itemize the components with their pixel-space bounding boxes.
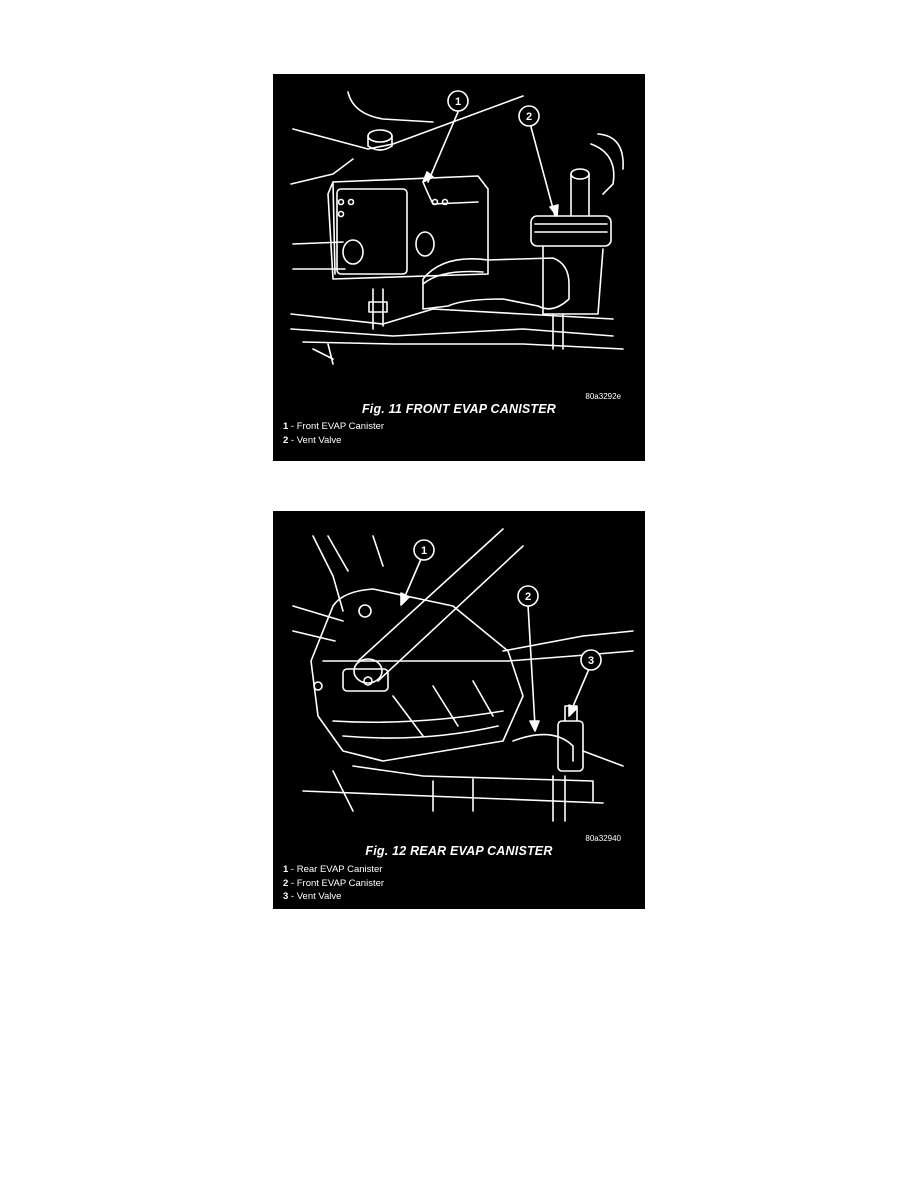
callout-2-leader xyxy=(531,127,555,216)
figure-legend xyxy=(283,420,384,447)
figure-caption: Fig. 12 REAR EVAP CANISTER xyxy=(365,844,553,858)
callout-1-label: 1 xyxy=(420,545,428,557)
figure-code: 80a3292e xyxy=(585,392,621,401)
figure-legend xyxy=(283,863,384,904)
callout-2-label: 2 xyxy=(525,111,533,123)
legend-item: 1 - Front EVAP Canister xyxy=(283,421,385,432)
figure-caption: Fig. 11 FRONT EVAP CANISTER xyxy=(361,402,557,416)
rear-evap-canister-illustration xyxy=(273,511,645,826)
callout-2-label: 2 xyxy=(524,591,532,603)
callout-3-leader xyxy=(571,669,589,711)
legend-item: 2 - Vent Valve xyxy=(283,434,342,446)
callout-2-leader xyxy=(528,605,535,726)
figure-code: 80a32940 xyxy=(585,834,621,843)
figure-11-front-evap-canister xyxy=(273,74,645,461)
legend-item: 1 - Rear EVAP Canister xyxy=(283,864,383,875)
legend-item: 2 - Front EVAP Canister xyxy=(283,877,385,889)
callout-3-label: 3 xyxy=(587,655,595,667)
callout-1-label: 1 xyxy=(454,96,462,108)
legend-item: 3 - Vent Valve xyxy=(283,891,342,902)
figure-12-rear-evap-canister xyxy=(273,511,645,909)
front-evap-canister-illustration xyxy=(273,74,645,384)
